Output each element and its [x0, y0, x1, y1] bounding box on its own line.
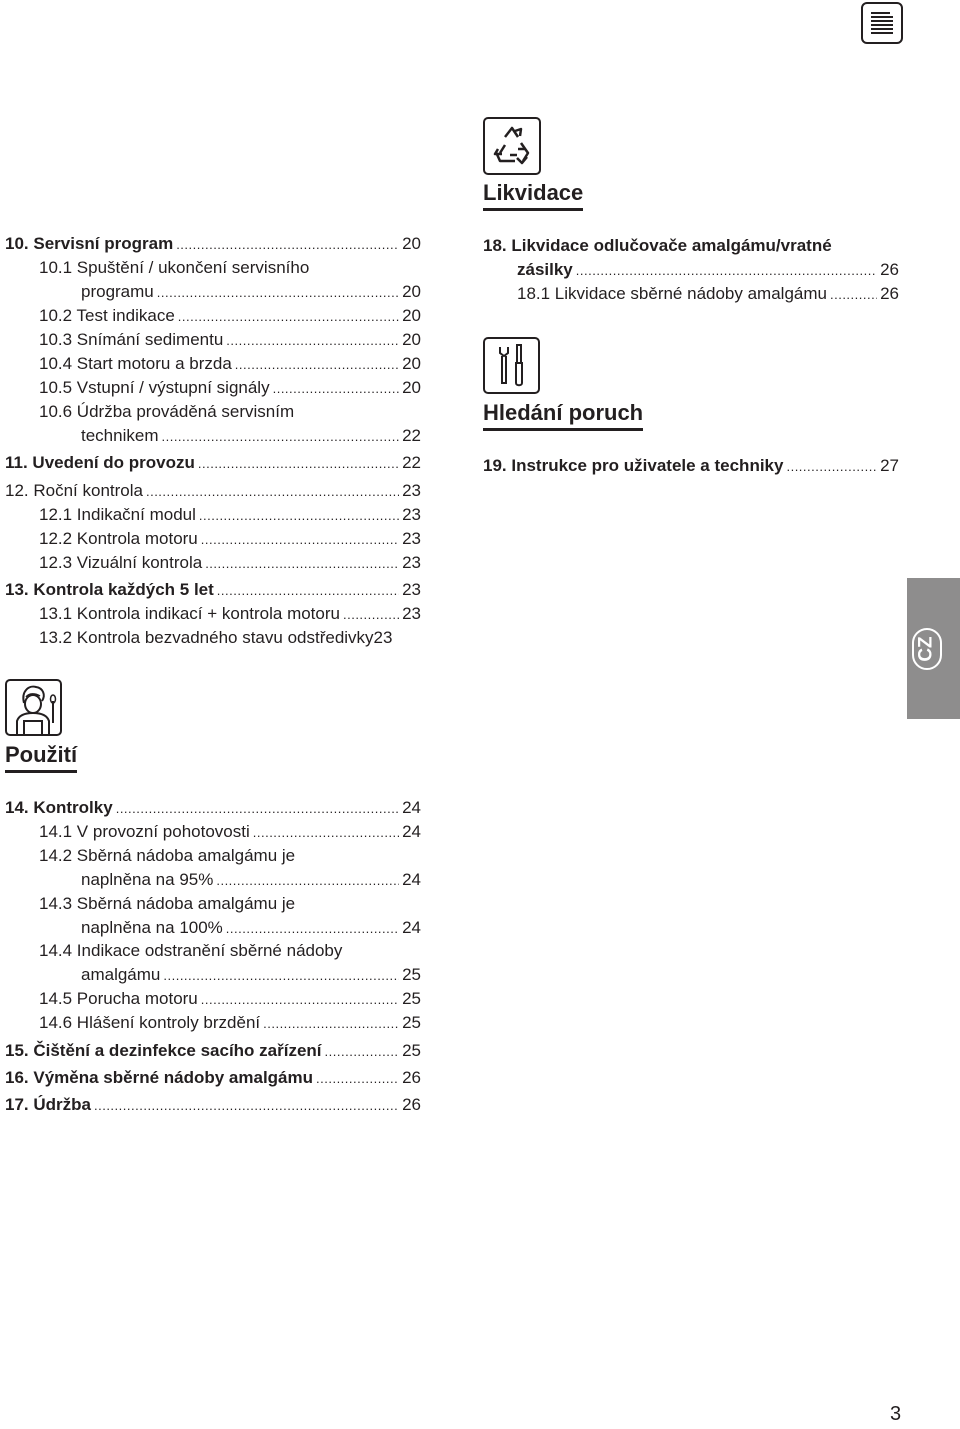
- toc-entry-text: 10.3 Snímání sedimentu: [39, 330, 224, 349]
- toc-entry: 14.3 Sběrná nádoba amalgámu je: [39, 894, 296, 913]
- toc-entry-text: programu: [81, 282, 154, 301]
- toc-entry[interactable]: 13.2 Kontrola bezvadného stavu odstředivky23: [39, 628, 393, 647]
- toc-entry[interactable]: [39, 821, 421, 844]
- toc-entry[interactable]: [5, 452, 421, 475]
- toc-entry-page: 24: [402, 798, 421, 817]
- toc-entry-text: 17. Údržba: [5, 1095, 91, 1114]
- toc-entry-text: 10. Servisní program: [5, 234, 174, 253]
- toc-entry[interactable]: [39, 603, 421, 626]
- toc-entry[interactable]: [5, 579, 421, 602]
- toc-entry-text: 11. Uvedení do provozu: [5, 453, 195, 472]
- toc-entry-text: 14.6 Hlášení kontroly brzdění: [39, 1013, 261, 1032]
- section-title-likvidace: Likvidace: [483, 180, 583, 211]
- toc-entry-page: 22: [402, 453, 421, 472]
- toc-entry: 14.4 Indikace odstranění sběrné nádoby: [39, 941, 343, 960]
- document-list-icon: [861, 2, 903, 44]
- toc-entry-text: technikem: [81, 426, 159, 445]
- language-code: CZ: [915, 636, 937, 662]
- toc-entry[interactable]: [517, 259, 899, 282]
- toc-entry[interactable]: [81, 869, 421, 892]
- toc-entry-text: naplněna na 95%: [81, 870, 214, 889]
- toc-entry-page: 26: [880, 260, 899, 279]
- toc-entry: 18. Likvidace odlučovače amalgámu/vratné: [483, 236, 832, 255]
- toc-entry-page: 20: [402, 282, 421, 301]
- language-badge[interactable]: [912, 628, 942, 670]
- recycle-icon: [483, 117, 541, 175]
- toc-entry[interactable]: [81, 281, 421, 304]
- toc-entry-text: naplněna na 100%: [81, 918, 223, 937]
- toc-entry-text: 13. Kontrola každých 5 let: [5, 580, 214, 599]
- toc-entry-page: 20: [402, 354, 421, 373]
- toc-entry-text: 15. Čištění a dezinfekce sacího zařízení: [5, 1041, 322, 1060]
- toc-entry-text: 10.5 Vstupní / výstupní signály: [39, 378, 270, 397]
- toc-entry: 10.1 Spuštění / ukončení servisního: [39, 258, 310, 277]
- toc-entry[interactable]: [39, 329, 421, 352]
- toc-entry-page: 20: [402, 306, 421, 325]
- toc-entry-page: 23: [402, 604, 421, 623]
- toc-entry-text: 14. Kontrolky: [5, 798, 113, 817]
- toc-entry: 10.6 Údržba prováděná servisním: [39, 402, 295, 421]
- toc-entry-page: 25: [402, 989, 421, 1008]
- toc-entry-page: 24: [402, 870, 421, 889]
- toc-entry-text: 12.1 Indikační modul: [39, 505, 196, 524]
- toc-entry[interactable]: [5, 233, 421, 256]
- toc-entry-text: 10.4 Start motoru a brzda: [39, 354, 232, 373]
- toc-entry[interactable]: [39, 528, 421, 551]
- toc-entry-page: 23: [402, 580, 421, 599]
- toc-entry-page: 23: [402, 505, 421, 524]
- toc-entry-text: 16. Výměna sběrné nádoby amalgámu: [5, 1068, 314, 1087]
- toc-entry[interactable]: [39, 504, 421, 527]
- toc-entry-page: 24: [402, 918, 421, 937]
- section-title-pouziti: Použití: [5, 742, 77, 773]
- toc-entry-page: 20: [402, 234, 421, 253]
- toc-entry-page: 23: [402, 481, 421, 500]
- toc-entry-text: 13.1 Kontrola indikací + kontrola motoru: [39, 604, 340, 623]
- toc-entry-page: 25: [402, 1041, 421, 1060]
- toc-entry[interactable]: [39, 1012, 421, 1035]
- toc-entry-page: 23: [402, 529, 421, 548]
- section-title-hledani-poruch: Hledání poruch: [483, 400, 643, 431]
- toc-entry[interactable]: [5, 797, 421, 820]
- toc-entry-text: 19. Instrukce pro uživatele a techniky: [483, 456, 784, 475]
- toc-entry[interactable]: [5, 1067, 421, 1090]
- toc-entry[interactable]: [5, 480, 421, 503]
- toc-entry-text: 18.1 Likvidace sběrné nádoby amalgámu: [517, 284, 827, 303]
- toc-entry-page: 23: [402, 553, 421, 572]
- toc-entry-page: 27: [880, 456, 899, 475]
- toc-entry-page: 20: [402, 330, 421, 349]
- toc-entry[interactable]: [81, 425, 421, 448]
- toc-entry-page: 22: [402, 426, 421, 445]
- toc-entry-text: 14.5 Porucha motoru: [39, 989, 198, 1008]
- toc-entry-text: amalgámu: [81, 965, 161, 984]
- toc-entry-text: 12.2 Kontrola motoru: [39, 529, 198, 548]
- toc-entry[interactable]: [81, 917, 421, 940]
- toc-entry-page: 20: [402, 378, 421, 397]
- toc-entry[interactable]: [39, 305, 421, 328]
- toc-entry-text: 10.2 Test indikace: [39, 306, 175, 325]
- toc-entry: 14.2 Sběrná nádoba amalgámu je: [39, 846, 296, 865]
- toc-entry-page: 25: [402, 1013, 421, 1032]
- tools-icon: [483, 337, 540, 394]
- toc-entry-text: 12. Roční kontrola: [5, 481, 143, 500]
- toc-entry[interactable]: [39, 552, 421, 575]
- toc-entry-page: 26: [880, 284, 899, 303]
- page-number: 3: [890, 1403, 902, 1425]
- toc-entry[interactable]: [39, 377, 421, 400]
- toc-entry[interactable]: [517, 283, 899, 306]
- toc-entry-page: 24: [402, 822, 421, 841]
- toc-entry[interactable]: [39, 988, 421, 1011]
- toc-entry-text: 12.3 Vizuální kontrola: [39, 553, 203, 572]
- toc-entry[interactable]: [39, 353, 421, 376]
- toc-entry-page: 26: [402, 1068, 421, 1087]
- worker-icon: [5, 679, 62, 736]
- toc-entry[interactable]: [483, 455, 899, 478]
- toc-entry[interactable]: [81, 964, 421, 987]
- toc-entry-text: zásilky: [517, 260, 573, 279]
- toc-entry-page: 26: [402, 1095, 421, 1114]
- toc-entry-page: 25: [402, 965, 421, 984]
- toc-entry[interactable]: [5, 1094, 421, 1117]
- toc-entry-text: 14.1 V provozní pohotovosti: [39, 822, 250, 841]
- toc-entry[interactable]: [5, 1040, 421, 1063]
